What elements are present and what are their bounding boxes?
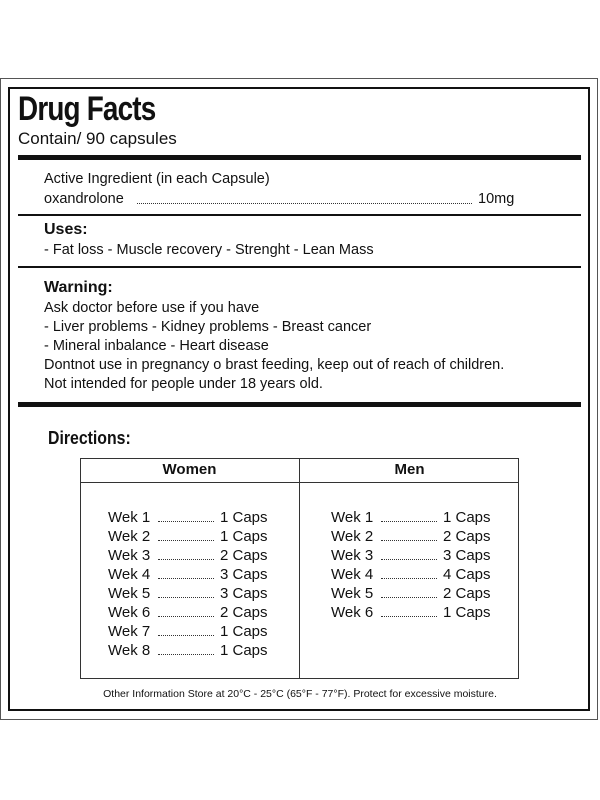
list-item (331, 604, 491, 621)
dotted-leader (381, 607, 437, 617)
week-label: Wek 7 (108, 623, 151, 640)
dose-value: 4 Caps (443, 566, 491, 583)
warning-line: Ask doctor before use if you have (44, 300, 260, 316)
dose-value: 2 Caps (443, 585, 491, 602)
list-item (331, 566, 491, 583)
dose-value: 1 Caps (220, 642, 268, 659)
list-item (108, 604, 268, 621)
list-item (108, 623, 268, 640)
dotted-leader (137, 193, 472, 204)
week-label: Wek 8 (108, 642, 151, 659)
directions-heading: Directions: (48, 428, 131, 448)
dotted-leader (381, 588, 437, 598)
storage-information: Other Information Store at 20°C - 25°C (65°F - 77°F). Protect for excessive moisture. (103, 688, 497, 700)
capsule-count: Contain/ 90 capsules (18, 129, 177, 148)
list-item (331, 547, 491, 564)
warning-heading: Warning: (44, 279, 113, 296)
warning-line: - Liver problems - Kidney problems - Breast cancer (44, 319, 372, 335)
week-label: Wek 1 (331, 509, 374, 526)
dose-value: 1 Caps (443, 509, 491, 526)
dose-value: 2 Caps (220, 604, 268, 621)
dotted-leader (381, 550, 437, 560)
list-item (108, 642, 268, 659)
list-item (331, 528, 491, 545)
dotted-leader (158, 531, 214, 541)
dose-value: 2 Caps (220, 547, 268, 564)
list-item (331, 585, 491, 602)
week-label: Wek 4 (108, 566, 151, 583)
dotted-leader (158, 512, 214, 522)
dose-value: 3 Caps (220, 566, 268, 583)
list-item (108, 566, 268, 583)
week-label: Wek 3 (331, 547, 374, 564)
dose-value: 1 Caps (220, 528, 268, 545)
dose-value: 1 Caps (220, 509, 268, 526)
week-label: Wek 6 (108, 604, 151, 621)
section-divider-thick (18, 155, 581, 160)
dotted-leader (158, 588, 214, 598)
women-column-title: Women (162, 461, 217, 478)
table-column-divider (299, 458, 300, 679)
week-label: Wek 2 (331, 528, 374, 545)
warning-line: Dontnot use in pregnancy o brast feeding, keep out of reach of children. (44, 357, 505, 373)
dotted-leader (158, 550, 214, 560)
section-divider (18, 266, 581, 268)
dotted-leader (381, 569, 437, 579)
week-label: Wek 5 (331, 585, 374, 602)
week-label: Wek 2 (108, 528, 151, 545)
section-divider (18, 214, 581, 216)
dose-value: 3 Caps (220, 585, 268, 602)
week-label: Wek 3 (108, 547, 151, 564)
active-ingredient-heading: Active Ingredient (in each Capsule) (44, 171, 270, 187)
page-title: Drug Facts (18, 90, 156, 128)
week-label: Wek 6 (331, 604, 374, 621)
men-column-title: Men (394, 461, 425, 478)
uses-text: - Fat loss - Muscle recovery - Strenght - Lean Mass (44, 242, 374, 258)
dotted-leader (158, 626, 214, 636)
dose-value: 1 Caps (220, 623, 268, 640)
list-item (108, 547, 268, 564)
list-item (108, 509, 268, 526)
list-item (108, 585, 268, 602)
week-label: Wek 4 (331, 566, 374, 583)
dotted-leader (158, 645, 214, 655)
warning-line: Not intended for people under 18 years old. (44, 376, 323, 392)
active-ingredient-amount: 10mg (478, 191, 515, 207)
dotted-leader (381, 512, 437, 522)
week-label: Wek 1 (108, 509, 151, 526)
dotted-leader (381, 531, 437, 541)
week-label: Wek 5 (108, 585, 151, 602)
section-divider-thick (18, 402, 581, 407)
warning-line: - Mineral inbalance - Heart disease (44, 338, 269, 354)
active-ingredient-name: oxandrolone (44, 191, 124, 207)
uses-heading: Uses: (44, 221, 88, 238)
dotted-leader (158, 607, 214, 617)
table-header-divider (80, 482, 519, 483)
dose-value: 3 Caps (443, 547, 491, 564)
dose-value: 1 Caps (443, 604, 491, 621)
list-item (108, 528, 268, 545)
dose-value: 2 Caps (443, 528, 491, 545)
dotted-leader (158, 569, 214, 579)
list-item (331, 509, 491, 526)
